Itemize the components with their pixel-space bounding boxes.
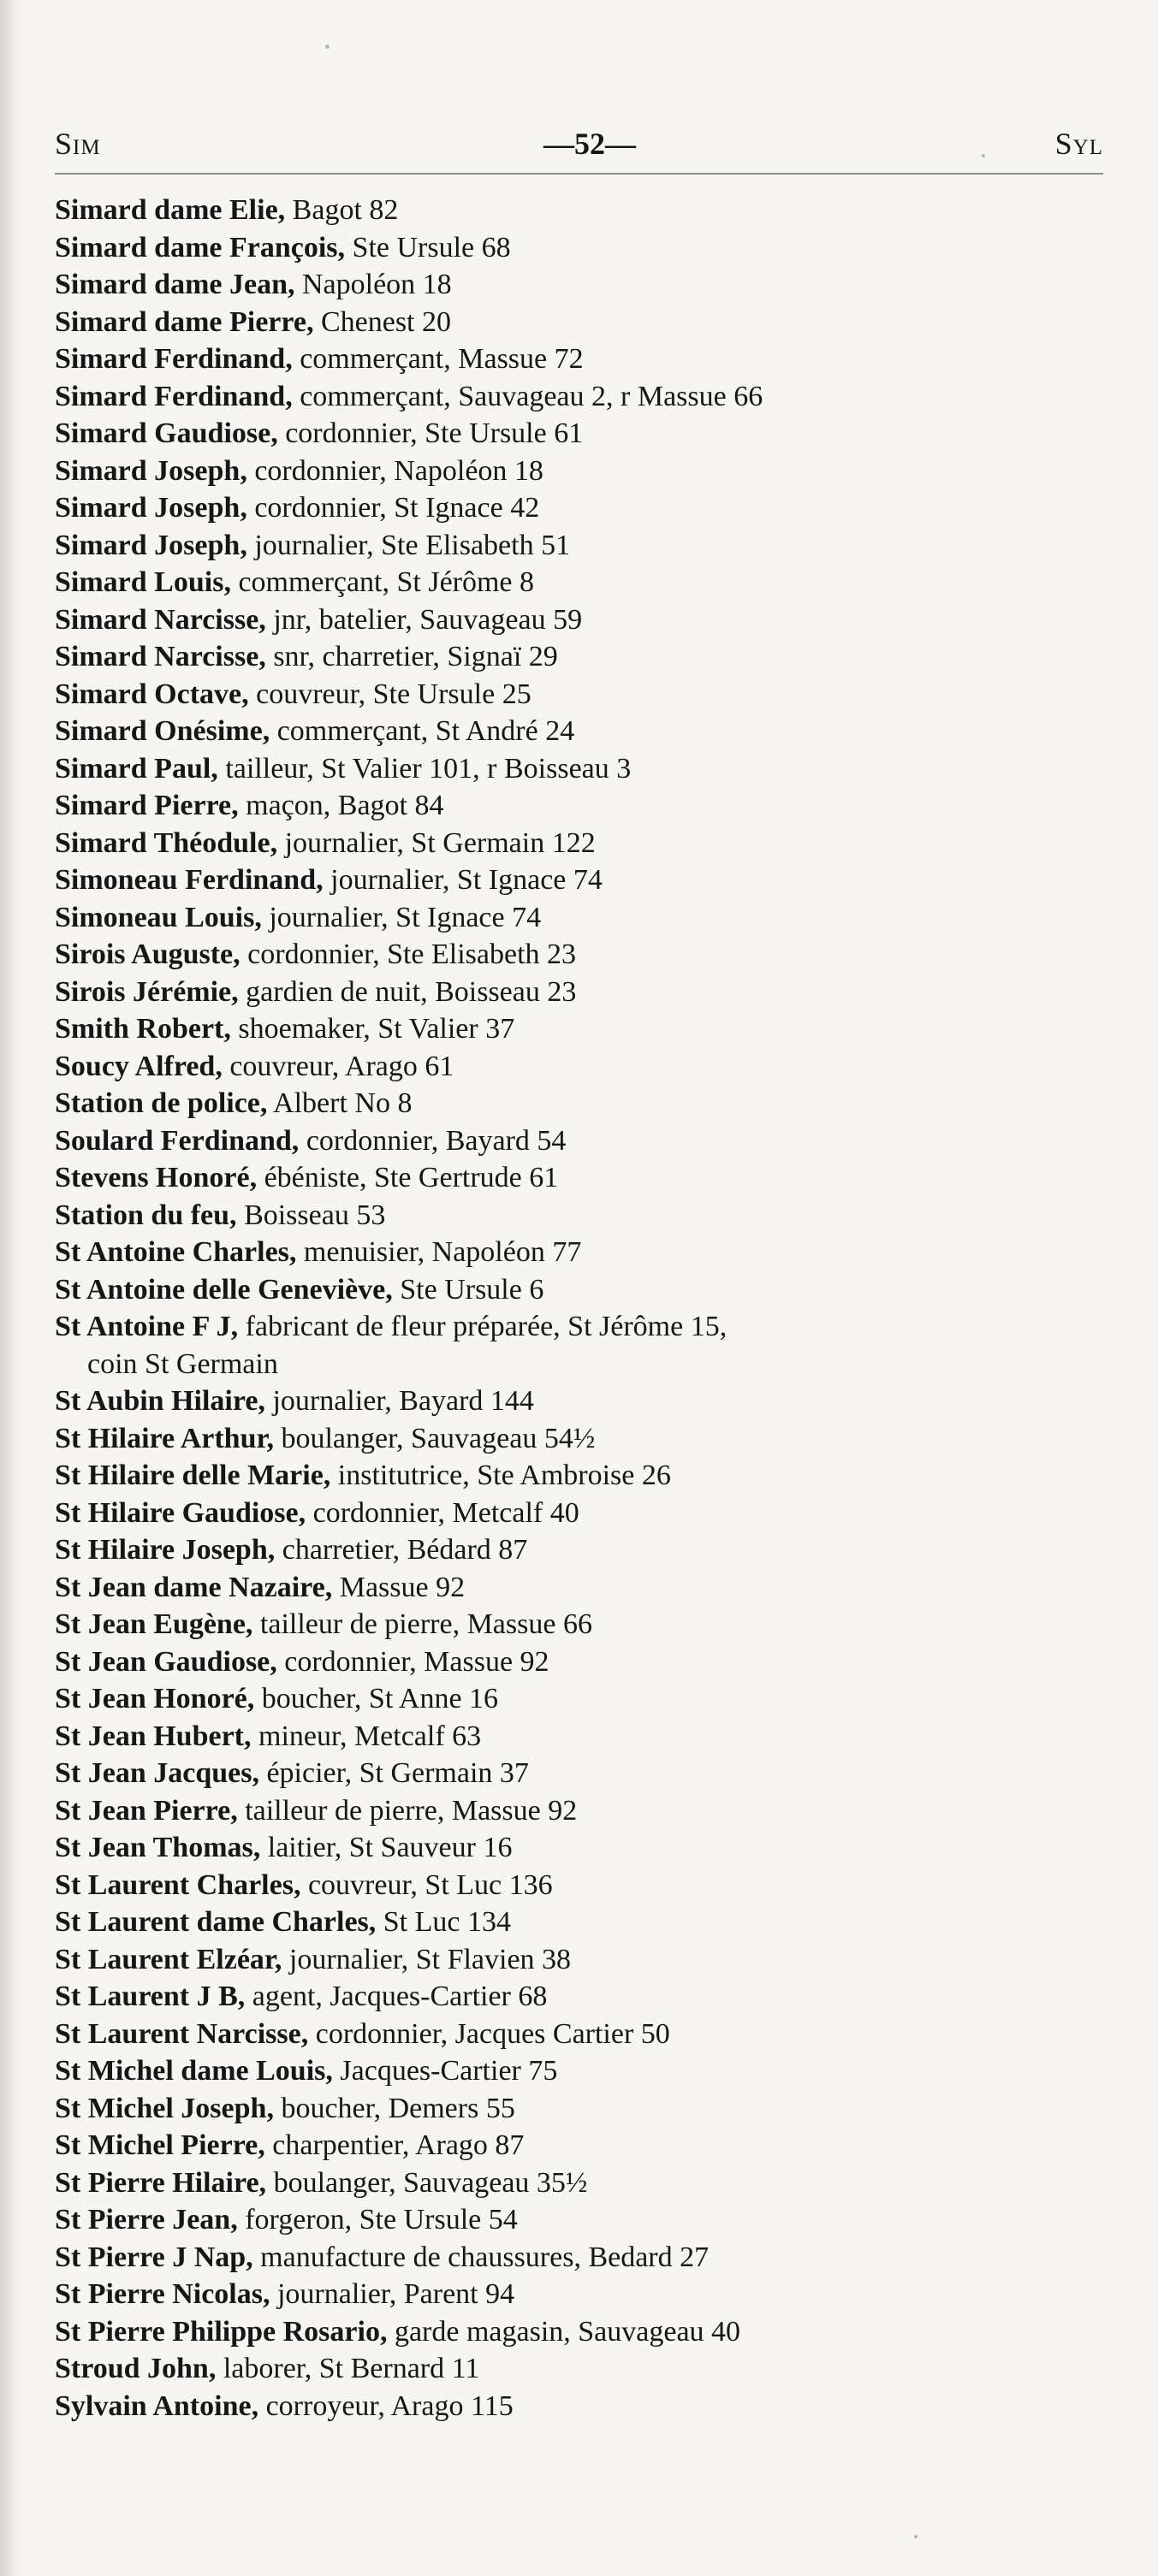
directory-entry — [55, 862, 1125, 899]
directory-entry — [55, 1941, 1125, 1979]
entry-details: ébéniste, Ste Gertrude 61 — [257, 1162, 559, 1193]
entry-name: Station du feu, — [55, 1199, 237, 1231]
directory-entry — [55, 1829, 1125, 1867]
entry-details: cordonnier, Metcalf 40 — [306, 1496, 579, 1529]
entry-name: St Jean Gaudiose, — [55, 1645, 277, 1678]
directory-entry — [55, 899, 1125, 937]
entry-details: commerçant, Massue 72 — [292, 343, 584, 375]
entry-name: Stevens Honoré, — [55, 1162, 258, 1193]
directory-list — [55, 192, 1125, 2425]
entry-details: boucher, Demers 55 — [273, 2092, 515, 2124]
entry-details: journalier, St Ignace 74 — [323, 864, 603, 896]
directory-entry — [55, 638, 1125, 676]
entry-name: Simard Joseph, — [55, 529, 247, 561]
directory-entry — [55, 1643, 1125, 1681]
entry-details: Napoléon 18 — [294, 269, 452, 300]
entry-details: fabricant de fleur préparée, St Jérôme 15, — [238, 1311, 727, 1342]
entry-name: Simard Narcisse, — [55, 641, 266, 672]
directory-entry — [55, 676, 1125, 714]
entry-details: mineur, Metcalf 63 — [251, 1720, 482, 1752]
entry-name: St Jean Eugène, — [55, 1608, 253, 1640]
entry-details: manufacture de chaussures, Bedard 27 — [252, 2241, 710, 2273]
entry-name: Sirois Auguste, — [55, 939, 241, 970]
directory-entry — [55, 2016, 1125, 2053]
entry-name: St Hilaire delle Marie, — [55, 1460, 331, 1491]
directory-entry — [55, 415, 1125, 453]
entry-name: Simard Théodule, — [55, 826, 278, 859]
entry-name: St Hilaire Arthur, — [55, 1422, 274, 1454]
page-header — [55, 118, 1103, 169]
directory-entry — [55, 1606, 1125, 1643]
directory-entry — [55, 229, 1125, 267]
entry-name: Simard Gaudiose, — [55, 417, 278, 449]
entry-details: menuisier, Napoléon 77 — [296, 1236, 582, 1268]
directory-entry — [55, 1271, 1125, 1309]
entry-details: commerçant, St André 24 — [270, 715, 575, 747]
directory-entry — [55, 2201, 1125, 2239]
entry-name: Simard Ferdinand, — [55, 343, 293, 375]
entry-details: commerçant, Sauvageau 2, r Massue 66 — [292, 380, 763, 412]
directory-entry — [55, 564, 1125, 601]
entry-details: shoemaker, St Valier 37 — [230, 1013, 515, 1045]
entry-details: institutrice, Ste Ambroise 26 — [330, 1460, 671, 1491]
entry-details: journalier, Bayard 144 — [264, 1385, 534, 1417]
entry-name: St Pierre Jean, — [55, 2204, 238, 2235]
directory-entry — [55, 1495, 1125, 1532]
header-left-guide-word: Sim — [55, 127, 101, 161]
entry-details: Ste Ursule 68 — [345, 231, 511, 264]
entry-details: tailleur de pierre, Massue 92 — [237, 1794, 578, 1827]
entry-details: gardien de nuit, Boisseau 23 — [238, 975, 577, 1008]
entry-details: Albert No 8 — [267, 1087, 413, 1119]
entry-name: St Laurent dame Charles, — [55, 1906, 377, 1938]
paper-speck — [914, 2535, 917, 2538]
directory-entry — [55, 2239, 1125, 2277]
directory-entry — [55, 750, 1125, 788]
entry-details: journalier, St Flavien 38 — [282, 1943, 572, 1975]
entry-name: St Pierre Nicolas, — [55, 2278, 270, 2310]
entry-details: journalier, Ste Elisabeth 51 — [246, 529, 571, 561]
entry-details: charretier, Bédard 87 — [275, 1534, 528, 1566]
directory-entry — [55, 1457, 1125, 1495]
directory-entry — [55, 1048, 1125, 1086]
paper-speck — [325, 44, 330, 49]
entry-details: Jacques-Cartier 75 — [332, 2055, 558, 2087]
entry-name: St Jean Hubert, — [55, 1720, 252, 1752]
directory-entry — [55, 1197, 1125, 1235]
entry-details: garde magasin, Sauvageau 40 — [387, 2315, 741, 2348]
entry-details: St Luc 134 — [376, 1906, 511, 1938]
entry-details: couvreur, St Luc 136 — [300, 1868, 553, 1901]
entry-name: St Pierre Hilaire, — [55, 2166, 267, 2199]
directory-entry — [55, 1867, 1125, 1904]
entry-details: cordonnier, Ste Ursule 61 — [277, 417, 584, 449]
entry-name: St Aubin Hilaire, — [55, 1385, 265, 1417]
entry-details: jnr, batelier, Sauvageau 59 — [265, 603, 583, 636]
entry-name: St Michel Pierre, — [55, 2129, 265, 2161]
entry-details: charpentier, Arago 87 — [264, 2129, 525, 2161]
entry-continuation: coin St Germain — [87, 1347, 278, 1380]
entry-name: St Michel Joseph, — [55, 2092, 274, 2124]
entry-details: corroyeur, Arago 115 — [258, 2389, 514, 2422]
entry-name: Simard dame Pierre, — [55, 305, 314, 338]
entry-name: St Jean Pierre, — [55, 1794, 238, 1827]
entry-details: Ste Ursule 6 — [392, 1273, 544, 1306]
entry-name: St Jean dame Nazaire, — [55, 1571, 333, 1603]
directory-entry — [55, 192, 1125, 229]
directory-entry — [55, 2090, 1125, 2128]
entry-details: laborer, St Bernard 11 — [216, 2353, 480, 2384]
entry-name: Simard Louis, — [55, 566, 231, 598]
directory-entry — [55, 1085, 1125, 1122]
entry-details: forgeron, Ste Ursule 54 — [237, 2204, 518, 2235]
entry-name: St Pierre Philippe Rosario, — [55, 2315, 388, 2348]
entry-details: Massue 92 — [332, 1571, 466, 1603]
entry-name: Simard Octave, — [55, 678, 249, 710]
entry-details: couvreur, Arago 61 — [222, 1050, 454, 1082]
directory-entry — [55, 1531, 1125, 1569]
directory-entry — [55, 713, 1125, 750]
entry-details: cordonnier, Napoléon 18 — [246, 454, 543, 487]
directory-entry — [55, 1904, 1125, 1941]
directory-entry — [55, 2127, 1125, 2164]
entry-name: St Laurent Charles, — [55, 1868, 301, 1901]
entry-name: Simard Joseph, — [55, 454, 247, 487]
directory-entry — [55, 974, 1125, 1011]
entry-details: agent, Jacques-Cartier 68 — [245, 1981, 548, 2012]
directory-entry — [55, 2350, 1125, 2388]
directory-entry — [55, 378, 1125, 416]
directory-entry — [55, 453, 1125, 490]
entry-details: Bagot 82 — [285, 194, 399, 226]
page-number: —52— — [543, 127, 636, 161]
entry-name: St Laurent Elzéar, — [55, 1943, 282, 1975]
entry-details: Boisseau 53 — [236, 1199, 386, 1231]
entry-details: snr, charretier, Signaï 29 — [265, 641, 558, 672]
entry-name: St Jean Honoré, — [55, 1683, 255, 1714]
directory-entry — [55, 1978, 1125, 2016]
entry-name: Simard dame François, — [55, 231, 346, 264]
directory-entry — [55, 2052, 1125, 2090]
directory-entry — [55, 341, 1125, 378]
directory-entry — [55, 787, 1125, 825]
entry-name: St Hilaire Gaudiose, — [55, 1496, 306, 1529]
entry-details: épicier, St Germain 37 — [258, 1757, 529, 1789]
entry-name: St Laurent Narcisse, — [55, 2017, 309, 2050]
entry-name: St Pierre J Nap, — [55, 2241, 253, 2273]
directory-entry — [55, 527, 1125, 565]
entry-details: cordonnier, Jacques Cartier 50 — [308, 2017, 670, 2050]
entry-details: cordonnier, St Ignace 42 — [246, 492, 540, 524]
directory-entry — [55, 1308, 1125, 1383]
entry-details: cordonnier, Ste Elisabeth 23 — [240, 939, 577, 970]
entry-name: St Michel dame Louis, — [55, 2055, 333, 2087]
directory-entry — [55, 1680, 1125, 1718]
directory-entry — [55, 2276, 1125, 2313]
entry-name: Simard Paul, — [55, 752, 218, 785]
directory-entry — [55, 304, 1125, 341]
entry-details: journalier, St Germain 122 — [277, 826, 596, 859]
entry-name: Simard Pierre, — [55, 790, 239, 821]
entry-name: Simoneau Louis, — [55, 901, 262, 933]
entry-name: Sylvain Antoine, — [55, 2389, 259, 2422]
entry-details: journalier, St Ignace 74 — [261, 901, 542, 933]
paper-speck — [982, 154, 985, 157]
directory-entry — [55, 1569, 1125, 1607]
entry-name: Simard Narcisse, — [55, 603, 266, 636]
entry-name: St Jean Jacques, — [55, 1757, 259, 1789]
entry-details: boulanger, Sauvageau 35½ — [266, 2166, 588, 2199]
entry-name: Stroud John, — [55, 2353, 217, 2384]
directory-entry — [55, 1234, 1125, 1271]
entry-name: St Antoine delle Geneviève, — [55, 1273, 393, 1306]
entry-name: St Hilaire Joseph, — [55, 1534, 276, 1566]
entry-details: cordonnier, Massue 92 — [276, 1645, 549, 1678]
header-rule — [55, 173, 1103, 175]
directory-entry — [55, 2388, 1125, 2425]
directory-entry — [55, 2164, 1125, 2202]
entry-name: Simard dame Elie, — [55, 194, 286, 226]
entry-details: boucher, St Anne 16 — [254, 1683, 499, 1714]
entry-name: Sirois Jérémie, — [55, 975, 239, 1008]
entry-name: Soulard Ferdinand, — [55, 1124, 300, 1157]
entry-details: tailleur, St Valier 101, r Boisseau 3 — [217, 752, 632, 785]
directory-entry — [55, 1159, 1125, 1197]
directory-entry — [55, 2313, 1125, 2351]
entry-details: boulanger, Sauvageau 54½ — [273, 1422, 596, 1454]
directory-entry — [55, 1420, 1125, 1458]
entry-name: Simard Onésime, — [55, 715, 270, 747]
directory-entry — [55, 1010, 1125, 1048]
header-right-guide-word: Syl — [1054, 127, 1103, 161]
entry-name: Simard Joseph, — [55, 492, 247, 524]
entry-details: maçon, Bagot 84 — [238, 790, 444, 821]
entry-name: St Jean Thomas, — [55, 1832, 261, 1863]
directory-entry — [55, 825, 1125, 862]
entry-details: journalier, Parent 94 — [270, 2278, 515, 2310]
entry-details: laitier, St Sauveur 16 — [260, 1832, 513, 1863]
entry-name: Simoneau Ferdinand, — [55, 864, 324, 896]
directory-entry — [55, 1383, 1125, 1420]
entry-name: St Laurent J B, — [55, 1981, 246, 2012]
entry-name: Simard Ferdinand, — [55, 380, 293, 412]
entry-details: commerçant, St Jérôme 8 — [230, 566, 535, 598]
directory-entry — [55, 489, 1125, 527]
directory-entry — [55, 1718, 1125, 1756]
directory-entry — [55, 601, 1125, 639]
entry-details: tailleur de pierre, Massue 66 — [252, 1608, 592, 1640]
entry-name: St Antoine Charles, — [55, 1236, 297, 1268]
entry-details: cordonnier, Bayard 54 — [299, 1124, 567, 1157]
entry-name: St Antoine F J, — [55, 1311, 239, 1342]
entry-name: Soucy Alfred, — [55, 1050, 223, 1082]
directory-entry — [55, 936, 1125, 974]
entry-details: Chenest 20 — [313, 305, 452, 338]
directory-entry — [55, 1122, 1125, 1160]
directory-entry — [55, 266, 1125, 304]
entry-details: couvreur, Ste Ursule 25 — [248, 678, 531, 710]
directory-entry — [55, 1792, 1125, 1830]
entry-name: Smith Robert, — [55, 1013, 231, 1045]
entry-name: Simard dame Jean, — [55, 269, 295, 300]
entry-name: Station de police, — [55, 1087, 268, 1119]
directory-entry — [55, 1755, 1125, 1792]
